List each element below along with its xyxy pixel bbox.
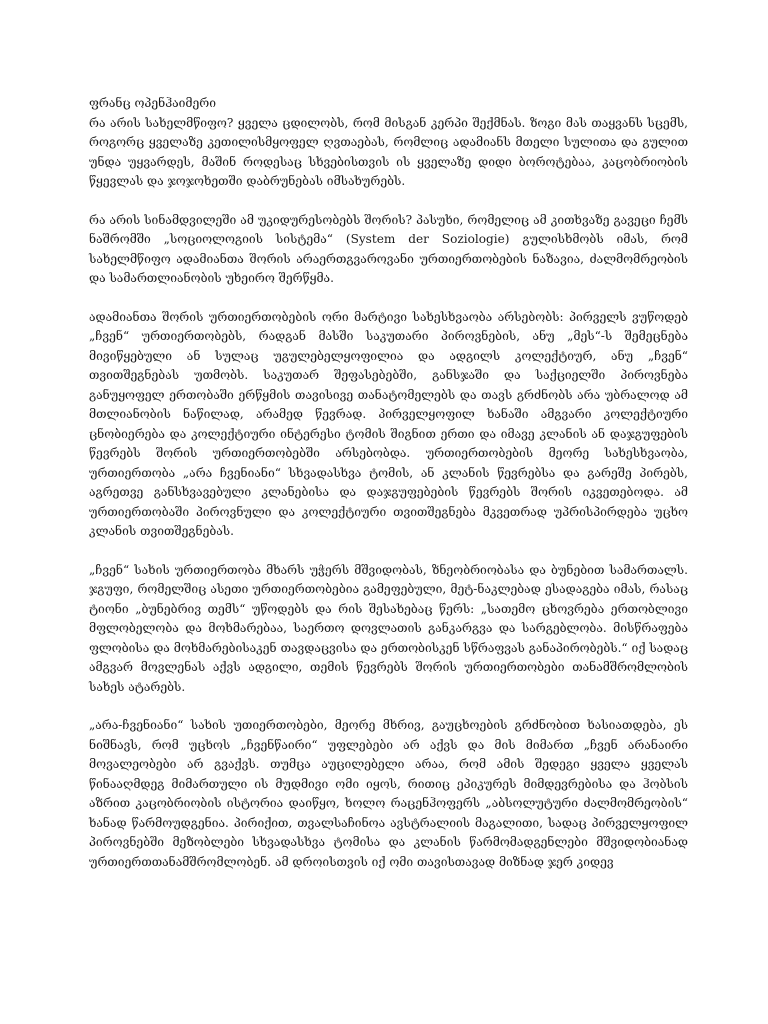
author-name: ფრანც ოპენჰაიმერი (89, 96, 217, 110)
document-page (89, 94, 688, 891)
paragraph-2: რა არის სინამდვილეში ამ უკიდურესობებს შორის? პასუხი, რომელიც ამ კითხვაზე გავეცი ჩემს ნაშრომში „სოციოლოგიის სისტემა“ (System der Soziologie) გულისხმობს იმას, რომ სახელმწიფო ადამიანთა შორის არაერთგვაროვანი ურთიერთობების ნაზავია, ძალმომრეობის და სამართლიანობის უხეირო შერწყმა. (89, 212, 688, 285)
paragraph-3: ადამიანთა შორის ურთიერთობების ორი მარტივი სახესხვაობა არსებობს: პირველს ვუწოდებ „ჩვენ“ ურთიერთობებს, რადგან მასში საკუთარი პიროვნების, ანუ „მეს“-ს შემეცნება მივიწყებული ან სულაც უგულებელყოფილია და ადგილს კოლექტიურ, ანუ „ჩვენ“ თვითშეგნებას უთმობს. საკუთარ შეფასებებში, განსჯაში და საქციელში პიროვნება განუყოფელ ერთობაში ერწყმის თავისივე თანატომელებს და თავს გრძნობს არა უბრალოდ ამ მთლიანობის ნაწილად, არამედ წევრად. პირველყოფილ ხანაში ამგვარი კოლექტიური ცნობიერება და კოლექტიური ინტერესი ტომის შიგნით ერთი და იმავე კლანის ან დაჯგუფების წევრებს შორის ურთიერთობებში არსებობდა. ურთიერთობების მეორე სახესხვაობა, ურთიერთობა „არა ჩვენიანი“ სხვადასხვა ტომის, ან კლანის წევრებსა და გარეშე პირებს, აგრეთვე განსხვავებული კლანებისა და დაჯგუფებების წევრებს შორის იკვეთებოდა. ამ ურთიერთობაში პიროვნული და კოლექტიური თვითშეგნება მკვეთრად უპრისპირდება უცხო კლანის თვითშეგნებას. (89, 309, 688, 538)
paragraph-1: რა არის სახელმწიფო? ყველა ცდილობს, რომ მისგან კერპი შექმნას. ზოგი მას თაყვანს სცემს, როგორც ყველაზე კეთილისმყოფელ ღვთაებას, რომლიც ადამიანს მთელი სულითა და გულით უნდა უყვარდეს, მაშინ როდესაც სხვებისთვის ის ყველაზე დიდი ბოროტებაა, კაცობრიობის წყევლას და ჯოჯოხეთში დაბრუნებას იმსახურებს. (89, 115, 688, 188)
paragraph-4: „ჩვენ“ სახის ურთიერთობა მხარს უჭერს მშვიდობას, ზნეობრიობასა და ბუნებით სამართალს. ჯგუფი, რომელშიც ასეთი ურთიერთობებია გამეფებული, მეტ-ნაკლებად ესადაგება იმას, რასაც ტიონი „ბუნებრივ თემს“ უწოდებს და რის შესახებაც წერს: „სათემო ცხოვრება ერთობლივი მფლობელობა და მოხმარებაა, საერთო დოვლათის განკარგვა და სარგებლობა. მისწრაფება ფლობისა და მოხმარებისაკენ თავდაცვისა და ერთობისკენ სწრაფვას განაპირობებს.“ იქ სადაც ამგვარ მოვლენას აქვს ადგილი, თემის წევრებს შორის ურთიერთობები თანამშრომლობის სახეს ატარებს. (89, 562, 688, 694)
paragraph-5: „არა-ჩვენიანი“ სახის უთიერთობები, მეორე მხრივ, გაუცხოების გრძნობით ხასიათდება, ეს ნიშნავს, რომ უცხოს „ჩვენწაირი“ უფლებები არ აქვს და მის მიმართ „ჩვენ არანაირი მოვალეობები არ გვაქვს. თუმცა აუცილებელი არაა, რომ ამის შედეგი ყველა ყველას წინააღმდეგ მიმართული ის მუდმივი ომი იყოს, რითიც ეპიკურეს მიმდევრებისა და ჰობსის აზრით კაცობრიობის ისტორია დაიწყო, ხოლო რაცენჰოფერს „აბსოლუტური ძალმომრეობის“ ხანად წარმოუდგენია. პირიქით, თვალსაჩინოა ავსტრალიის მაგალითი, სადაც პირველყოფილ პიროვნებში მეზობლები სხვადასხვა ტომისა და კლანის წარმომადგენლები მშვიდობიანად ურთიერთთანამშრომლობენ. ამ დროისთვის იქ ომი თავისთავად მიზნად ჯერ კიდევ (89, 718, 688, 869)
